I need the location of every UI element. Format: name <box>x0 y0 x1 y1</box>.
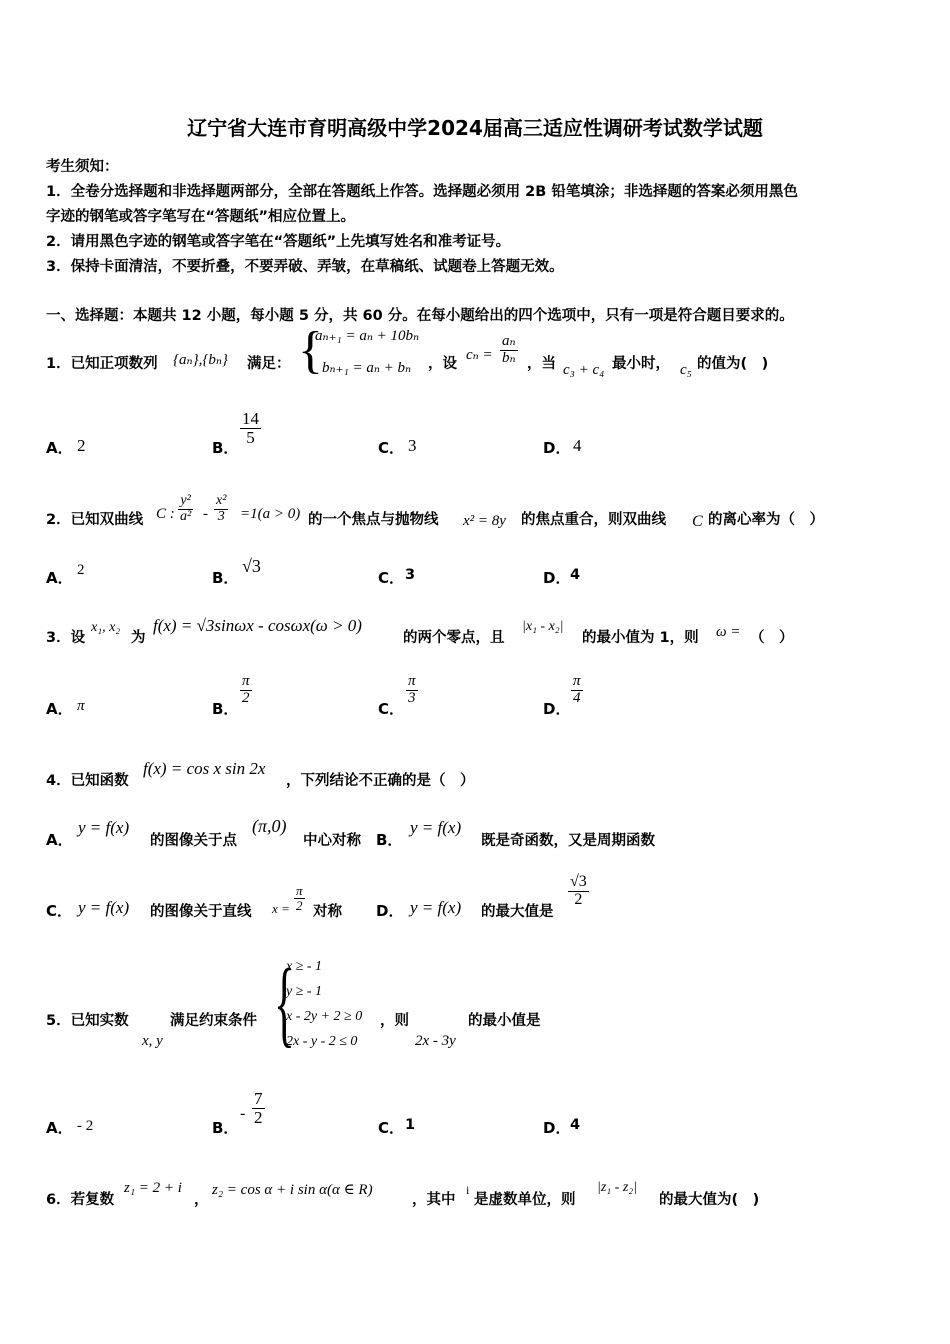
q5-option-c-value: 1 <box>405 1117 416 1133</box>
q3-zeros: x₁, x₂ <box>91 620 121 635</box>
q4-option-a-text-2: 中心对称 <box>303 833 361 849</box>
q5-option-d-label: D． <box>543 1119 571 1137</box>
q6-i: i <box>466 1183 470 1197</box>
q6-text-2: ，其中 <box>412 1192 456 1208</box>
q3-option-a-value: π <box>77 698 85 714</box>
q2-option-b-value: √3 <box>242 556 261 576</box>
q4-option-d-num: √3 <box>570 873 587 890</box>
q1-c5: c₅ <box>680 362 692 378</box>
q1-option-d-label: D． <box>543 439 571 457</box>
q2-text-4: 的离心率为（ ） <box>708 512 824 528</box>
q6-z2: z₂ = cos α + i sin α(α ∈ R) <box>212 1182 373 1198</box>
q4-function: f(x) = cos x sin 2x <box>143 759 266 778</box>
q5-constraint-3: x - 2y + 2 ≥ 0 <box>286 1009 363 1024</box>
q6-text-4: 的最大值为( ) <box>659 1192 760 1208</box>
q2-option-a-label: A． <box>46 569 73 587</box>
q5-option-b-fraction <box>252 1090 265 1127</box>
q1-system-eq-2: bₙ₊₁ = aₙ + bₙ <box>322 360 412 376</box>
q1-fraction-num: aₙ <box>502 333 516 349</box>
q2-option-b-label: B． <box>212 569 239 587</box>
q4-option-d-den: 2 <box>574 890 583 908</box>
q5-text-3: ，则 <box>380 1013 409 1029</box>
q6-abs: |z₁ - z₂| <box>597 1180 637 1195</box>
q1-system-brace: { <box>298 322 323 379</box>
notice-item-3: 3．保持卡面清洁，不要折叠，不要弄破、弄皱，在草稿纸、试题卷上答题无效。 <box>46 259 564 275</box>
q4-option-a-text-1: 的图像关于点 <box>150 833 237 849</box>
notice-item-1-line-1: 1．全卷分选择题和非选择题两部分，全部在答题纸上作答。选择题必须用 2B 铅笔填涂；非选择题的答案必须用黑色 <box>46 184 798 200</box>
q2-frac1-den: a² <box>180 508 192 524</box>
q4-option-d-text: 的最大值是 <box>481 904 554 920</box>
section-heading: 一、选择题：本题共 12 小题，每小题 5 分，共 60 分。在每小题给出的四个选项中，只有一项是符合题目要求的。 <box>46 308 794 324</box>
q4-option-d-label: D． <box>376 902 404 920</box>
q5-option-a-label: A． <box>46 1119 73 1137</box>
q1-text-6: 的值为( ) <box>697 356 769 372</box>
q3-option-b-den: 2 <box>242 689 250 706</box>
q4-option-d-fraction <box>568 874 589 909</box>
q4-option-d-math: y = f(x) <box>410 898 462 917</box>
q3-option-d-num: π <box>573 673 581 689</box>
q2-frac2-den: 3 <box>217 508 225 524</box>
q1-option-b-value <box>240 410 261 447</box>
q3-option-c-label: C． <box>378 700 405 718</box>
q4-option-c-fraction <box>294 884 305 912</box>
q1-option-d-value: 4 <box>573 436 582 455</box>
q2-text-2: 的一个焦点与抛物线 <box>308 512 439 528</box>
q5-constraint-1: x ≥ - 1 <box>286 959 323 974</box>
q2-frac1-num: y² <box>180 493 191 508</box>
q3-option-b-label: B． <box>212 700 239 718</box>
q4-option-c-num: π <box>296 883 303 898</box>
q1-system-eq-1: aₙ₊₁ = aₙ + 10bₙ <box>315 328 420 344</box>
q4-option-a-math-1: y = f(x) <box>78 818 130 837</box>
q3-option-c-value <box>406 674 418 707</box>
notice-heading: 考生须知： <box>46 159 119 175</box>
q3-option-a-label: A． <box>46 700 73 718</box>
q1-text-5: 最小时， <box>612 356 670 372</box>
q6-comma: ， <box>194 1192 209 1208</box>
q1-text-3: ，设 <box>428 356 457 372</box>
q5-option-d-value: 4 <box>570 1117 581 1133</box>
notice-item-1-line-2: 字迹的钢笔或答字笔写在“答题纸”相应位置上。 <box>46 209 356 225</box>
q2-option-a-value: 2 <box>77 562 85 578</box>
q1-sequences: {aₙ},{bₙ} <box>173 352 228 368</box>
q1-option-a-value: 2 <box>77 436 86 455</box>
q2-c-2: C <box>692 513 703 530</box>
q3-option-d-label: D． <box>543 700 571 718</box>
q5-text-1: 5．已知实数 <box>46 1013 129 1029</box>
q5-text-4: 的最小值是 <box>468 1013 541 1029</box>
q4-option-a-math-2: (π,0) <box>252 816 287 836</box>
q1-fraction-den: bₙ <box>502 349 516 366</box>
q3-abs: |x₁ - x₂| <box>522 619 564 634</box>
q2-fraction-2 <box>214 494 228 524</box>
q3-option-d-value <box>571 674 583 707</box>
q3-text-1: 3．设 <box>46 630 86 646</box>
q1-cn: cₙ = <box>466 347 493 363</box>
q4-option-b-text: 既是奇函数，又是周期函数 <box>481 833 655 849</box>
q3-option-d-den: 4 <box>573 689 581 706</box>
page-title: 辽宁省大连市育明高级中学2024届高三适应性调研考试数学试题 <box>187 116 763 140</box>
q2-parabola: x² = 8y <box>463 513 506 529</box>
q4-option-a-label: A． <box>46 831 73 849</box>
q5-option-b-den: 2 <box>254 1107 263 1127</box>
q3-option-c-num: π <box>408 673 416 689</box>
q1-option-c-value: 3 <box>408 436 417 455</box>
q2-fraction-1 <box>178 494 193 524</box>
q2-option-c-value: 3 <box>405 567 416 583</box>
q1-option-a-label: A． <box>46 439 73 457</box>
q1-option-b-den: 5 <box>246 427 255 447</box>
q3-option-b-value <box>240 674 252 707</box>
q3-text-4: 的最小值为 1，则 <box>582 630 699 646</box>
q3-text-3: 的两个零点，且 <box>403 630 505 646</box>
q1-text-1: 1．已知正项数列 <box>46 356 158 372</box>
q2-option-c-label: C． <box>378 569 405 587</box>
q5-xy: x, y <box>142 1033 163 1049</box>
q2-equation-rest: =1(a > 0) <box>240 506 301 522</box>
q4-option-c-den: 2 <box>296 897 303 913</box>
q3-omega: ω = <box>716 624 741 640</box>
q4-option-c-label: C． <box>46 902 73 920</box>
q4-text-1: 4．已知函数 <box>46 773 129 789</box>
q5-option-c-label: C． <box>378 1119 405 1137</box>
q5-option-b-label: B． <box>212 1119 239 1137</box>
q1-fraction <box>500 334 518 367</box>
q5-option-b-neg: - <box>240 1105 246 1122</box>
q6-z1: z₁ = 2 + i <box>124 1180 182 1196</box>
q4-option-b-label: B． <box>376 831 403 849</box>
q1-option-b-num: 14 <box>242 409 259 428</box>
q4-option-c-math: y = f(x) <box>78 898 130 917</box>
q6-text-3: 是虚数单位，则 <box>474 1192 576 1208</box>
q3-option-c-den: 3 <box>408 689 416 706</box>
notice-item-2: 2．请用黑色字迹的钢笔或答字笔在“答题纸”上先填写姓名和准考证号。 <box>46 234 511 250</box>
q2-frac2-num: x² <box>216 493 227 508</box>
q2-option-d-label: D． <box>543 569 571 587</box>
q3-text-5: （ ） <box>750 630 794 646</box>
q4-option-c-text-2: 对称 <box>313 904 342 920</box>
q2-minus: - <box>203 506 208 522</box>
q5-system-brace: { <box>274 949 295 1056</box>
q1-sum: c₃ + c₄ <box>563 362 605 378</box>
q6-text-1: 6．若复数 <box>46 1192 115 1208</box>
q5-constraint-4: 2x - y - 2 ≤ 0 <box>286 1034 358 1049</box>
q5-expression: 2x - 3y <box>415 1033 456 1049</box>
q1-text-2: 满足： <box>247 356 291 372</box>
q1-text-4: ，当 <box>527 356 556 372</box>
q4-option-b-math: y = f(x) <box>410 818 462 837</box>
q4-text-2: ，下列结论不正确的是（ ） <box>286 773 475 789</box>
q3-text-2: 为 <box>131 630 146 646</box>
q1-option-b-label: B． <box>212 439 239 457</box>
q3-function: f(x) = √3sinωx - cosωx(ω > 0) <box>153 616 362 635</box>
q5-option-a-value: - 2 <box>77 1118 94 1134</box>
q2-c: C : <box>156 506 175 522</box>
q2-option-d-value: 4 <box>570 567 581 583</box>
q4-option-c-x: x = <box>272 901 290 916</box>
q5-option-b-num: 7 <box>254 1089 263 1108</box>
q2-text-1: 2．已知双曲线 <box>46 512 144 528</box>
q1-option-c-label: C． <box>378 439 405 457</box>
q2-text-3: 的焦点重合，则双曲线 <box>521 512 666 528</box>
q5-constraint-2: y ≥ - 1 <box>286 984 323 999</box>
q3-option-b-num: π <box>242 673 250 689</box>
q5-text-2: 满足约束条件 <box>170 1013 257 1029</box>
q4-option-c-text-1: 的图像关于直线 <box>150 904 252 920</box>
